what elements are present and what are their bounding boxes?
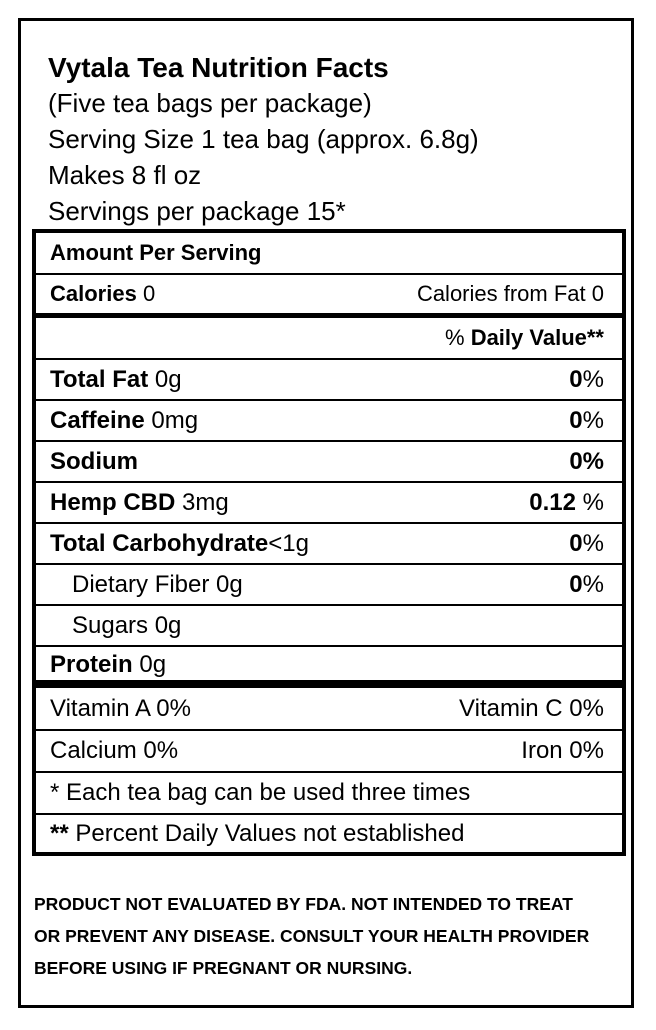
nutrient-dv <box>569 407 604 435</box>
nutrient-amount: 0g <box>132 650 167 678</box>
vitamin-c: Vitamin C 0% <box>459 694 604 722</box>
nutrient-name-cell <box>50 366 182 394</box>
nutrient-dv <box>569 571 604 599</box>
disclaimer-line: PRODUCT NOT EVALUATED BY FDA. NOT INTENDED TO TREAT <box>34 894 573 914</box>
calories-value: 0 <box>142 281 156 306</box>
calcium: Calcium 0% <box>50 737 179 764</box>
makes-volume: Makes 8 fl oz <box>48 160 202 190</box>
nutrient-row-dietary-fiber <box>36 565 622 606</box>
nutrient-amount: Sugars 0g <box>72 611 182 639</box>
nutrient-name: Total Carbohydrate <box>50 529 269 557</box>
nutrient-row-hemp-cbd <box>36 483 622 524</box>
nutrient-row-total-fat <box>36 360 622 401</box>
nutrient-amount: 3mg <box>175 488 229 516</box>
footnote-row-1 <box>36 773 622 815</box>
nutrient-row-sugars <box>36 606 622 647</box>
label-title: Vytala Tea Nutrition Facts <box>48 52 389 83</box>
daily-value-header-row <box>36 318 622 360</box>
amount-per-serving-row <box>36 233 622 275</box>
nutrient-name-cell <box>50 612 181 640</box>
nutrient-name-cell <box>50 407 198 435</box>
nutrient-row-total-carbohydrate <box>36 524 622 565</box>
dv-unit: % <box>582 570 604 598</box>
nutrient-dv <box>569 530 604 558</box>
calories-box <box>32 229 626 317</box>
nutrient-name-cell <box>50 651 166 679</box>
calories-cell <box>50 281 155 307</box>
nutrient-name-cell <box>50 489 229 517</box>
dv-value: 0% <box>569 447 604 475</box>
calories-row <box>36 275 622 313</box>
dv-unit: % <box>582 365 604 393</box>
nutrient-name: Total Fat <box>50 365 149 393</box>
vitamin-row-a-c <box>36 688 622 731</box>
dv-unit: % <box>582 406 604 434</box>
dv-unit: % <box>575 488 604 516</box>
nutrients-table <box>32 314 626 686</box>
dv-prefix: % <box>445 325 471 350</box>
footnote-row-2 <box>36 815 622 852</box>
dv-value: 0 <box>569 529 583 557</box>
package-count: (Five tea bags per package) <box>48 88 372 118</box>
nutrient-name-cell <box>50 571 243 599</box>
fda-disclaimer <box>34 888 634 984</box>
nutrient-row-sodium <box>36 442 622 483</box>
nutrient-row-caffeine <box>36 401 622 442</box>
nutrient-row-protein <box>36 647 622 682</box>
dv-value: 0 <box>569 570 583 598</box>
footnote-mark: ** <box>50 819 69 847</box>
footnote-tea-bag-reuse: * Each tea bag can be used three times <box>50 779 471 806</box>
vitamin-a: Vitamin A 0% <box>50 694 191 722</box>
nutrient-name-cell <box>50 530 309 558</box>
mineral-row-calcium-iron <box>36 731 622 773</box>
nutrient-name-cell <box>50 448 138 476</box>
vitamins-box <box>32 684 626 856</box>
nutrient-amount: 0g <box>148 365 182 393</box>
dv-unit: % <box>582 529 604 557</box>
daily-value-header <box>445 325 604 351</box>
dv-value: 0.12 <box>529 488 576 516</box>
nutrient-dv <box>569 366 604 394</box>
nutrient-name: Hemp CBD <box>50 488 176 516</box>
disclaimer-line: BEFORE USING IF PREGNANT OR NURSING. <box>34 958 413 978</box>
nutrient-dv <box>529 489 604 517</box>
dv-value: 0 <box>569 365 583 393</box>
footnote-text: Percent Daily Values not established <box>68 819 465 847</box>
serving-size: Serving Size 1 tea bag (approx. 6.8g) <box>48 124 479 154</box>
footnote-daily-values <box>50 820 464 848</box>
nutrient-amount: <1g <box>268 529 309 557</box>
calories-from-fat: Calories from Fat 0 <box>416 281 604 306</box>
dv-label: Daily Value** <box>470 325 604 350</box>
nutrient-dv <box>569 448 604 476</box>
iron: Iron 0% <box>521 737 604 764</box>
disclaimer-line: OR PREVENT ANY DISEASE. CONSULT YOUR HEALTH PROVIDER <box>34 926 590 946</box>
nutrient-name: Caffeine <box>50 406 145 434</box>
servings-per-package: Servings per package 15* <box>48 196 346 226</box>
dv-value: 0 <box>569 406 583 434</box>
amount-per-serving-label: Amount Per Serving <box>50 240 262 265</box>
nutrient-name: Sodium <box>50 447 138 475</box>
nutrient-amount: Dietary Fiber 0g <box>72 570 243 598</box>
calories-label: Calories <box>50 281 137 306</box>
nutrient-amount: 0mg <box>144 406 199 434</box>
nutrient-name: Protein <box>50 650 133 678</box>
